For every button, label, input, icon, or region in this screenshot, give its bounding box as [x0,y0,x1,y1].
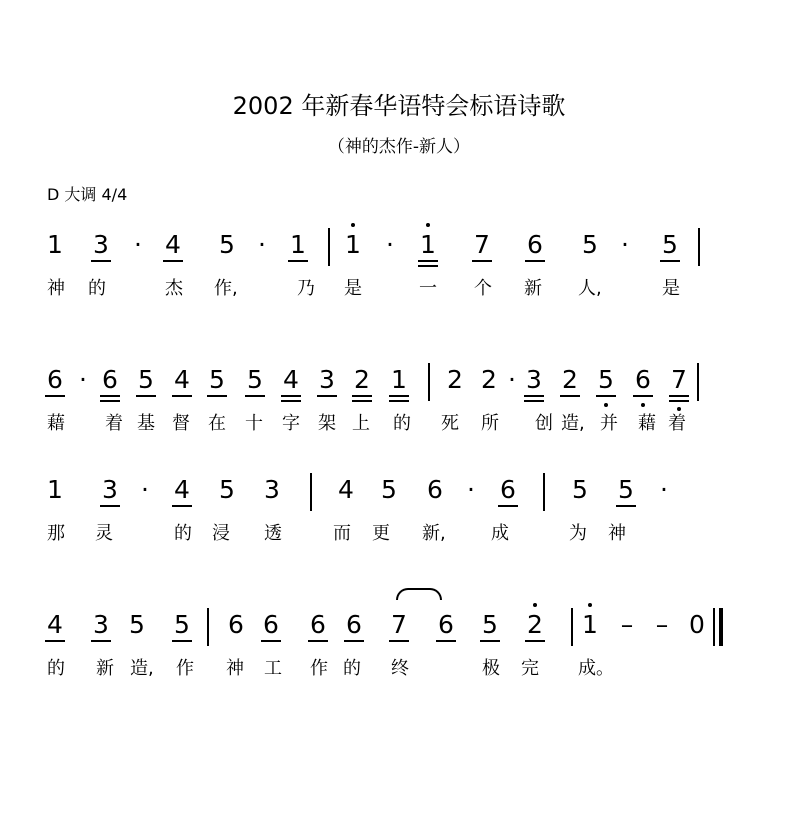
lyric-text: 创 [535,413,553,434]
note [249,230,275,260]
note-text: 5 [174,610,190,639]
note-text: 2 [354,365,370,394]
note [422,475,448,505]
note [377,230,403,260]
bar-line [571,608,573,646]
lyric-text: 新 [96,658,114,679]
note [651,475,677,505]
low-octave-dot [604,403,608,407]
lyric-text: 神 [47,278,65,299]
lyric-text: 为 [569,523,587,544]
note [495,475,521,505]
lyric-text: 个 [474,278,492,299]
lyric-text: 那 [47,523,65,544]
note [614,610,640,640]
lyric-text: 督 [172,413,190,434]
note [214,475,240,505]
note [593,365,619,395]
note-text: 7 [671,365,687,394]
note [132,475,158,505]
note [415,230,441,260]
underline-mark [389,640,409,642]
score-row [0,363,798,483]
note-text: · [467,475,475,504]
underline-mark [100,400,120,402]
underline-mark [281,395,301,397]
score-row [0,473,798,593]
note [612,230,638,260]
note-text: · [134,230,142,259]
note [204,365,230,395]
underline-mark [389,400,409,402]
lyric-text: 神 [226,658,244,679]
note-text: 2 [481,365,497,394]
note-text: · [258,230,266,259]
note-text: 5 [138,365,154,394]
underline-mark [596,395,616,397]
underline-mark [352,400,372,402]
note-text: – [655,610,669,639]
note-text: 2 [447,365,463,394]
underline-mark [100,395,120,397]
underline-mark [45,640,65,642]
note-text: · [141,475,149,504]
note-text: · [660,475,668,504]
underline-mark [317,395,337,397]
underline-mark [669,395,689,397]
note [442,365,468,395]
score-row [0,608,798,728]
note-text: 1 [345,230,361,259]
note [42,610,68,640]
note-text: 4 [283,365,299,394]
high-octave-dot [426,223,430,227]
underline-mark [525,640,545,642]
lyric-text: 乃 [297,278,315,299]
note [376,475,402,505]
lyric-text: 作, [214,278,238,299]
note [630,365,656,395]
underline-mark [136,395,156,397]
bar-line [310,473,312,511]
lyric-text: 是 [662,278,680,299]
note-text: 6 [427,475,443,504]
note-text: 6 [346,610,362,639]
underline-mark [436,640,456,642]
note-text: 5 [482,610,498,639]
note-text: 5 [381,475,397,504]
underline-mark [207,395,227,397]
note [42,230,68,260]
note-text: 2 [527,610,543,639]
underline-mark [308,640,328,642]
underline-mark [389,395,409,397]
lyric-text: 的 [393,413,411,434]
underline-mark [633,395,653,397]
note [124,610,150,640]
note-text: 5 [662,230,678,259]
note-text: 7 [391,610,407,639]
note-text: 5 [219,230,235,259]
underline-mark [418,260,438,262]
note [433,610,459,640]
note-text: 1 [582,610,598,639]
lyric-text: 十 [245,413,263,434]
bar-line [713,608,715,646]
note-text: 3 [319,365,335,394]
underline-mark [172,395,192,397]
underline-mark [45,395,65,397]
lyric-text: 更 [372,523,390,544]
note [341,610,367,640]
lyric-text: 藉 [638,413,656,434]
underline-mark [616,505,636,507]
note [97,475,123,505]
note-text: 6 [228,610,244,639]
lyric-text: 的 [343,658,361,679]
lyric-text: 并 [600,413,618,434]
underline-mark [288,260,308,262]
note [477,610,503,640]
note-text: 3 [102,475,118,504]
note [333,475,359,505]
note [223,610,249,640]
underline-mark [172,640,192,642]
lyric-text: 在 [208,413,226,434]
note-text: 5 [618,475,634,504]
note [169,475,195,505]
high-octave-dot [588,603,592,607]
bar-line [207,608,209,646]
note-text: · [621,230,629,259]
note [258,610,284,640]
note [259,475,285,505]
note [278,365,304,395]
note [97,365,123,395]
lyric-text: 作 [176,658,194,679]
note-text: 1 [47,475,63,504]
high-octave-dot [533,603,537,607]
note [169,365,195,395]
underline-mark [100,505,120,507]
note [649,610,675,640]
note [42,475,68,505]
note-text: 4 [174,365,190,394]
underline-mark [560,395,580,397]
underline-mark [163,260,183,262]
note [386,365,412,395]
note-text: 3 [93,230,109,259]
note-text: 5 [209,365,225,394]
underline-mark [91,640,111,642]
note-text: 5 [247,365,263,394]
underline-mark [472,260,492,262]
lyric-text: 藉 [47,413,65,434]
lyric-text: 的 [47,658,65,679]
underline-mark [91,260,111,262]
note [386,610,412,640]
bar-line [698,228,700,266]
note-text: 1 [290,230,306,259]
note-text: 0 [689,610,705,639]
note-text: 1 [391,365,407,394]
note [577,230,603,260]
note-text: 2 [562,365,578,394]
lyric-text: 死 [441,413,459,434]
underline-mark [172,505,192,507]
note-text: · [508,365,516,394]
score-row [0,228,798,348]
lyric-text: 基 [137,413,155,434]
note-text: 3 [264,475,280,504]
underline-mark [352,395,372,397]
note [613,475,639,505]
note-text: 4 [174,475,190,504]
note-text: 1 [420,230,436,259]
underline-mark [418,265,438,267]
lyric-text: 新 [524,278,542,299]
note-text: · [386,230,394,259]
lyric-text: 人, [578,278,602,299]
key-signature: D 大调 4/4 [47,185,128,204]
underline-mark [498,505,518,507]
note [133,365,159,395]
note-text: 6 [102,365,118,394]
underline-mark [245,395,265,397]
lyric-text: 而 [333,523,351,544]
lyric-text: 极 [482,658,500,679]
note [70,365,96,395]
note [242,365,268,395]
note [666,365,692,395]
lyric-text: 工 [264,658,282,679]
lyric-text: 终 [391,658,409,679]
note [458,475,484,505]
note [567,475,593,505]
lyric-text: 成 [491,523,509,544]
underline-mark [525,260,545,262]
note-text: 5 [582,230,598,259]
lyric-text: 成。 [578,658,614,679]
underline-mark [281,400,301,402]
note [125,230,151,260]
note-text: 5 [219,475,235,504]
lyric-text: 造, [561,413,585,434]
note [314,365,340,395]
underline-mark [669,400,689,402]
note [160,230,186,260]
song-title: 2002 年新春华语特会标语诗歌 [232,92,566,120]
bar-line [719,608,723,646]
note-text: 6 [47,365,63,394]
note-text: · [79,365,87,394]
lyric-text: 一 [419,278,437,299]
note [349,365,375,395]
note [469,230,495,260]
lyric-text: 透 [264,523,282,544]
underline-mark [524,400,544,402]
lyric-text: 作 [310,658,328,679]
bar-line [697,363,699,401]
note [169,610,195,640]
note [88,230,114,260]
note [557,365,583,395]
note [42,365,68,395]
low-octave-dot [641,403,645,407]
note-text: 5 [129,610,145,639]
note-text: 6 [438,610,454,639]
slur-mark [396,588,442,600]
lyric-text: 神 [608,523,626,544]
note-text: 4 [47,610,63,639]
underline-mark [660,260,680,262]
underline-mark [480,640,500,642]
note-text: 1 [47,230,63,259]
note [657,230,683,260]
lyric-text: 造, [130,658,154,679]
note-text: 3 [526,365,542,394]
lyric-text: 是 [344,278,362,299]
lyric-text: 上 [352,413,370,434]
bar-line [428,363,430,401]
note-text: 7 [474,230,490,259]
note [285,230,311,260]
lyric-text: 新, [422,523,446,544]
high-octave-dot [351,223,355,227]
note-text: 6 [310,610,326,639]
lyric-text: 完 [521,658,539,679]
note [522,610,548,640]
note-text: – [620,610,634,639]
lyric-text: 的 [174,523,192,544]
note-text: 4 [338,475,354,504]
note-text: 6 [263,610,279,639]
lyric-text: 杰 [165,278,183,299]
lyric-text: 所 [481,413,499,434]
note-text: 6 [635,365,651,394]
note [340,230,366,260]
note [684,610,710,640]
note-text: 3 [93,610,109,639]
note [305,610,331,640]
bar-line [543,473,545,511]
note-text: 5 [572,475,588,504]
note [577,610,603,640]
note [521,365,547,395]
lyric-text: 着 [105,413,123,434]
note [88,610,114,640]
note-text: 4 [165,230,181,259]
lyric-text: 浸 [212,523,230,544]
lyric-text: 架 [318,413,336,434]
lyric-text: 灵 [95,523,113,544]
underline-mark [524,395,544,397]
low-octave-dot [677,407,681,411]
lyric-text: 着 [668,413,686,434]
underline-mark [344,640,364,642]
note-text: 5 [598,365,614,394]
underline-mark [261,640,281,642]
bar-line [328,228,330,266]
note [214,230,240,260]
note [522,230,548,260]
lyric-text: 的 [88,278,106,299]
song-subtitle: （神的杰作-新人） [327,137,471,157]
lyric-text: 字 [282,413,300,434]
note-text: 6 [527,230,543,259]
note-text: 6 [500,475,516,504]
